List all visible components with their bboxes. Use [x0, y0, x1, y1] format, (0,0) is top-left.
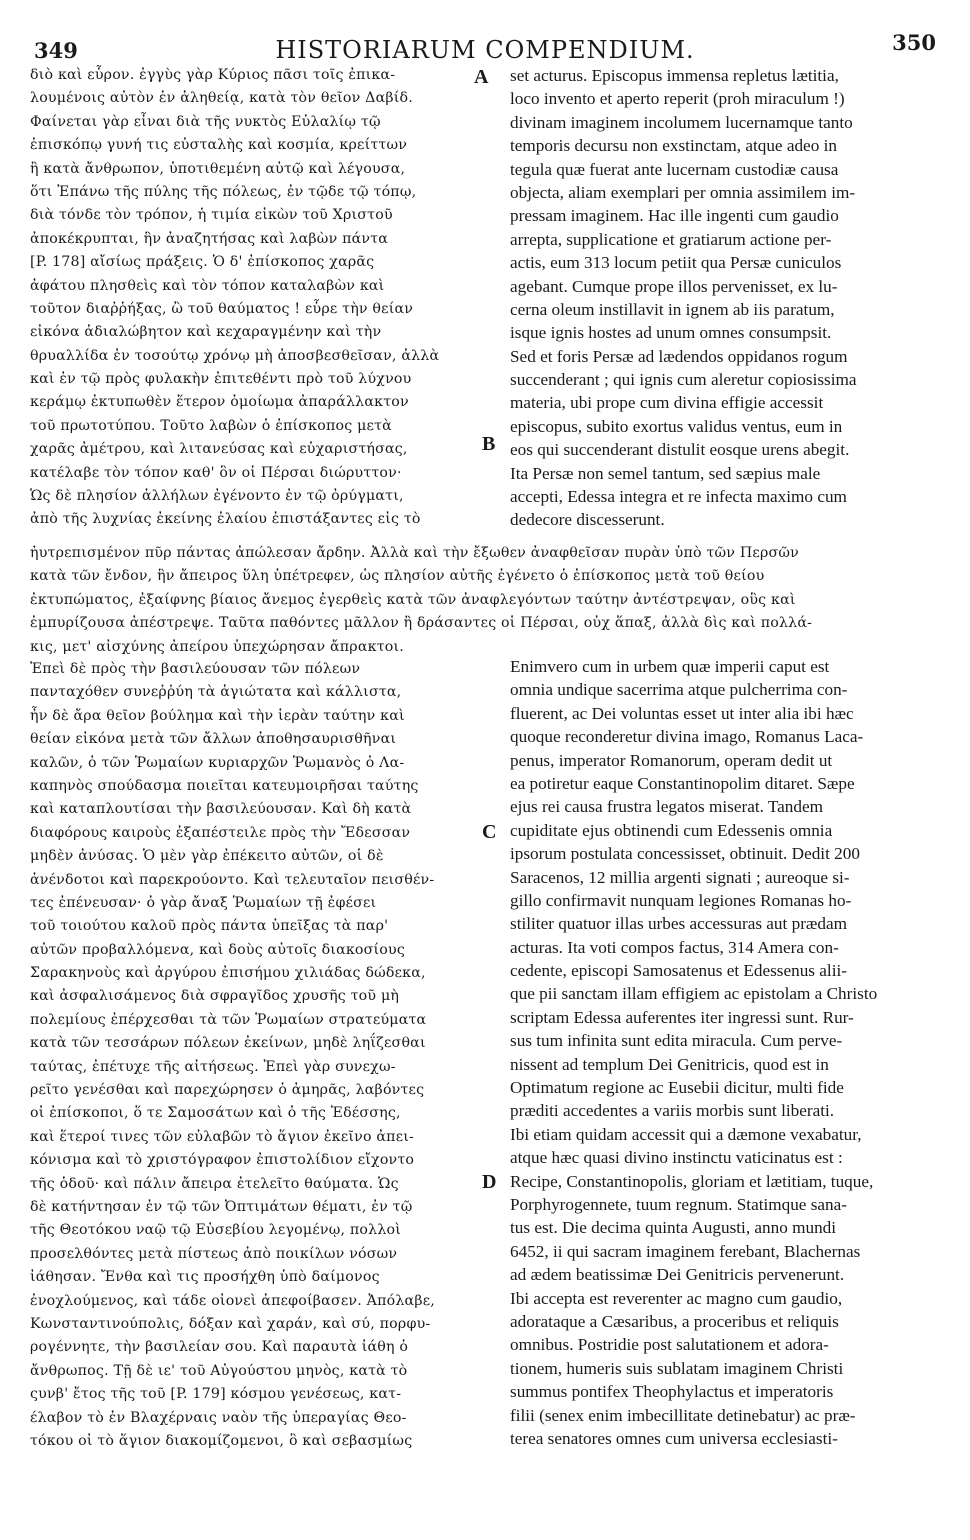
text-line: τῆς Θεοτόκου ναῷ τῷ Εὐσεβίου λεγομένῳ, πολλοὶ — [30, 1222, 402, 1239]
text-line: Ibi accepta est reverenter ac magno cum gaudio, — [510, 1288, 843, 1308]
text-line: ἐκτυπώματος, ἐξαίφνης βίαιος ἄνεμος ἐγερθεὶς κατὰ τῶν ἀναφλεγόντων ταύτην ἀντέστρεψαν, οὓς καὶ — [30, 591, 796, 608]
text-line: οἱ ἐπίσκοποι, ὅ τε Σαμοσάτων καὶ ὁ τῆς Ἐδέσσης, — [30, 1105, 401, 1122]
text-line: loco invento et aperto reperit (proh miraculum !) — [510, 89, 845, 109]
section-marker-c: C — [482, 821, 497, 843]
text-line: καὶ ἀσφαλισάμενος διὰ σφραγῖδος χρυσῆς τοῦ μὴ — [30, 988, 400, 1005]
text-line: ἀνένδοτοι καὶ παρεκρούοντο. Καὶ τελευταῖον πεισθέν- — [30, 871, 435, 888]
text-line: πανταχόθεν συνεῤῥύη τὰ ἁγιώτατα καὶ κάλλιστα, — [30, 684, 402, 701]
text-line: Ἐπεὶ δὲ πρὸς τὴν βασιλεύουσαν τῶν πόλεων — [30, 661, 361, 677]
text-line: tionem, humeris suis sublatam imaginem Christi — [510, 1358, 844, 1378]
text-line: κις, μετ' αἰσχύνης ἀπείρου ὑπεχώρησαν ἄπρακτοι. — [30, 638, 404, 655]
text-line: ἀπὸ τῆς λυχνίας ἐκείνης ἐλαίου ἐπιστάξαντες εἰς τὸ — [30, 511, 421, 528]
text-line: agebant. Cumque prope illos pervenisset, ex lu- — [510, 276, 838, 296]
text-line: eos qui succenderant distulit eosque urens abegit. — [510, 440, 850, 460]
text-line: ipsorum postulata concessisset, obtinuit. Dedit 200 — [510, 844, 860, 864]
text-line: stiliter quatuor illas urbes accessuras aut prædam — [510, 914, 847, 934]
text-line: ἀφάτου πλησθεὶς καὶ τὸν τόπον καταλαβὼν καὶ — [30, 277, 385, 294]
text-line: μηδὲν ἀνύσας. Ὁ μὲν γὰρ ἐπέκειτο αὐτῶν, οἱ δὲ — [30, 848, 384, 865]
latin-column-bottom — [510, 655, 950, 1450]
text-line: temporis decursu non exstinctam, atque adeo in — [510, 136, 837, 156]
text-line: præditi accedentes a variis morbis sunt liberati. — [510, 1101, 835, 1121]
text-line: καὶ ἕτεροί τινες τῶν εὐλαβῶν τὸ ἅγιον ἐκεῖνο ἀπει- — [30, 1128, 415, 1145]
text-line: Porphyrogennete, tuum regnum. Statimque sana- — [510, 1194, 847, 1214]
section-marker-d: D — [482, 1171, 497, 1193]
text-line: θείαν εἰκόνα μετὰ τῶν ἄλλων ἀποθησαυρισθῆναι — [30, 731, 397, 748]
text-line: nissent ad templum Dei Genitricis, quod est in — [510, 1054, 829, 1074]
text-line: materia, ubi prope cum divina effigie accessit — [510, 393, 824, 413]
text-line: ad ædem beatissimæ Dei Genitricis pervenerunt. — [510, 1265, 845, 1285]
text-line: ea potiretur eaque Constantinopolim ditaret. Sæpe — [510, 773, 855, 793]
text-line: τόκου οἱ τὸ ἅγιον διακομίζομενοι, ὃ καὶ σεβασμίως — [30, 1432, 413, 1449]
text-line: ἠυτρεπισμένον πῦρ πάντας ἀπώλεσαν ἄρδην. Ἀλλὰ καὶ τὴν ἔξωθεν ἀναφθεῖσαν πυρὰν ὑπὸ τῶν Περσῶν — [30, 545, 799, 561]
text-line: Ὡς δὲ πλησίον ἀλλήλων ἐγένοντο ἐν τῷ ὀρύγματι, — [30, 488, 404, 505]
text-line: ταύτας, ἐπέτυχε τῆς αἰτήσεως. Ἐπεὶ γὰρ συνεχω- — [30, 1058, 396, 1075]
text-line: succenderant ; qui ignis cum aleretur copiosissima — [510, 370, 857, 390]
text-line: διὸ καὶ εὗρον. ἐγγὺς γὰρ Κύριος πᾶσι τοῖς ἐπικα- — [30, 67, 396, 83]
text-line: adorataque a Cæsaribus, a proceribus et reliquis — [510, 1311, 839, 1331]
text-line: [P. 178] αἴσίως πράξεις. Ὁ δ' ἐπίσκοπος χαρᾶς — [30, 254, 375, 271]
text-line: τες ἐπένευσαν· ὁ γὰρ ἄναξ Ῥωμαίων τῇ ἐφέσει — [30, 894, 377, 911]
text-line: διαφόρους καιροὺς ἐξαπέστειλε πρὸς τὴν Ἔδεσσαν — [30, 824, 411, 841]
text-line: isque ignis hostes ad unum omnes consumpsit. — [510, 323, 832, 343]
page-number-right: 350 — [892, 30, 936, 55]
text-line: τοῦ τοιούτου καλοῦ πρὸς πάντα ὑπεῖξας τὰ παρ' — [30, 918, 389, 935]
text-line: κατὰ τῶν τεσσάρων πόλεων ἐκείνων, μηδὲ ληΐζεσθαι — [30, 1035, 426, 1052]
text-line: ἰάθησαν. Ἔνθα καὶ τις προσήχθη ὑπὸ δαίμονος — [30, 1269, 380, 1286]
text-line: Ibi etiam quidam accessit qui a dæmone vexabatur, — [510, 1124, 862, 1144]
text-line: cupiditate ejus obtinendi cum Edessenis omnia — [510, 820, 833, 840]
text-line: κατέλαβε τὸν τόπον καθ' ὃν οἱ Πέρσαι διώρυττον· — [30, 464, 402, 481]
text-line: ἢ κατὰ ἄνθρωπον, ὑποτιθεμένη αὐτῷ καὶ λέγουσα, — [30, 160, 406, 177]
text-line: cedente, episcopi Samosatenus et Edessenus alii- — [510, 961, 847, 981]
text-line: dedecore discesserunt. — [510, 510, 665, 530]
text-line: τῆς ὁδοῦ· καὶ πάλιν ἄπειρα ἐτελεῖτο θαύματα. Ὡς — [30, 1175, 399, 1192]
text-line: episcopus, subito exortus validus ventus, eum in — [510, 416, 843, 436]
text-line: αὐτῶν προβαλλόμενα, καὶ δοὺς αὐτοῖς διακοσίους — [30, 941, 406, 958]
text-line: sus tum infinita sunt edita miracula. Cum perve- — [510, 1031, 843, 1051]
text-line: Enimvero cum in urbem quæ imperii caput est — [510, 657, 830, 676]
text-line: 6452, ii qui sacram imaginem ferebant, Blachernas — [510, 1241, 861, 1261]
text-line: καλῶν, ὁ τῶν Ῥωμαίων κυριαρχῶν Ῥωμανὸς ὁ Λα- — [30, 754, 405, 771]
text-line: κεράμῳ ἐκτυπωθὲν ἕτερον ὁμοίωμα ἀπαράλλακτον — [30, 394, 409, 411]
text-line: τοῦτον διαῤῥήξας, ὢ τοῦ θαύματος ! εὗρε τὴν θείαν — [30, 300, 414, 317]
text-line: διὰ τόνδε τὸν τρόπον, ἡ τιμία εἰκὼν τοῦ Χριστοῦ — [30, 207, 393, 224]
page-number-left: 349 — [34, 38, 78, 63]
text-line: Recipe, Constantinopolis, gloriam et lætitiam, tuque, — [510, 1171, 874, 1191]
text-line: Κωνσταντινούπολις, δόξαν καὶ χαράν, καὶ σύ, πορφυ- — [30, 1315, 431, 1332]
text-line: κατὰ τῶν ἔνδον, ἣν ἄπειρος ὕλη ὑπέτρεφεν, ὡς πλησίον αὐτῆς ἐγένετο ὁ ἐπίσκοπος μετὰ τοῦ θείου — [30, 568, 765, 585]
latin-column-top — [510, 64, 950, 532]
text-line: filii (senex enim imbecillitate detinebatur) ac præ- — [510, 1405, 856, 1425]
running-title: HISTORIARUM COMPENDIUM. — [275, 36, 695, 64]
text-line: ρεῖτο γενέσθαι καὶ παρεχώρησεν ὁ ἀμηρᾶς, λαβόντες — [30, 1082, 425, 1099]
text-line: ἄνθρωπος. Τῇ δὲ ιε' τοῦ Αὐγούστου μηνὸς, κατὰ τὸ — [30, 1362, 408, 1379]
text-line: ejus rei causa frustra legatos miserat. Tandem — [510, 797, 823, 817]
text-line: Sed et foris Persæ ad lædendos oppidanos rogum — [510, 346, 848, 366]
text-line: omnia undique sacerrima atque pulcherrima con- — [510, 680, 848, 700]
text-line: ὅτι Ἐπάνω τῆς πύλης τῆς πόλεως, ἐν τῷδε τῷ τόπῳ, — [30, 183, 417, 200]
text-line: summus pontifex Theophylactus et imperatoris — [510, 1382, 834, 1402]
section-marker-a: A — [474, 66, 489, 88]
text-line: actis, eum 313 locum petiit qua Persæ cuniculos — [510, 253, 842, 273]
text-line: que pii sanctam illam effigiem ac epistolam a Christo — [510, 984, 878, 1004]
text-line: ἐπισκόπῳ γυνή τις εὐσταλὴς καὶ κοσμία, κρείττων — [30, 137, 408, 154]
text-line: λουμένοις αὐτὸν ἐν ἀληθείᾳ, κατὰ τὸν θεῖον Δαβίδ. — [30, 90, 414, 107]
text-line: Optimatum regione ac Eusebii dicitur, multi fide — [510, 1078, 844, 1098]
text-line: καπηνὸς σπούδασμα ποιεῖται κατευμοιρῆσαι ταύτης — [30, 777, 419, 794]
text-line: pressam imaginem. Hac ille ingenti cum gaudio — [510, 206, 839, 226]
text-line: κόνισμα καὶ τὸ χριστόγραφον ἐπιστολίδιον εἴχοντο — [30, 1152, 415, 1169]
greek-column-top — [30, 64, 500, 532]
section-marker-b: B — [482, 433, 496, 455]
text-line: ἀποκέκρυπται, ἣν ἀναζητήσας καὶ λαβὼν πάντα — [30, 230, 389, 247]
greek-column-bottom — [30, 658, 500, 1453]
text-line: χαρᾶς ἀμέτρου, καὶ λιτανεύσας καὶ εὐχαριστήσας, — [30, 441, 408, 458]
text-line: ἦν δὲ ἄρα θεῖον βούλημα καὶ τὴν ἱερὰν ταύτην καὶ — [30, 707, 405, 724]
text-line: accepti, Edessa integra et re infecta maximo cum — [510, 487, 847, 507]
text-line: tus est. Die decima quinta Augusti, anno mundi — [510, 1218, 837, 1238]
text-line: ἐνοχλούμενος, καὶ τάδε οἱονεὶ ἀπεφοίβασεν. Ἀπόλαβε, — [30, 1292, 435, 1309]
text-line: ρογέννητε, τὴν βασιλείαν σου. Καὶ παραυτὰ ἰάθη ὁ — [30, 1339, 409, 1356]
text-line: Ita Persæ non semel tantum, sed sæpius male — [510, 463, 821, 483]
text-line: penus, imperator Romanorum, operam dedit ut — [510, 750, 833, 770]
text-line: quoque reconderetur divina imago, Romanus Laca- — [510, 727, 864, 747]
greek-full-width-passage — [30, 542, 950, 659]
text-line: Φαίνεται γὰρ εἶναι διὰ τῆς νυκτὸς Εὐλαλίῳ τῷ — [30, 113, 381, 130]
text-line: καὶ ἐν τῷ πρὸς φυλακὴν ἐπιτεθέντι πρὸ τοῦ λύχνου — [30, 371, 412, 388]
text-line: πολεμίους ἐπέρχεσθαι τὰ τῶν Ῥωμαίων στρατεύματα — [30, 1011, 427, 1028]
text-line: terea senatores omnes cum universa ecclesiasti- — [510, 1428, 838, 1448]
text-line: προσελθόντες μετὰ πίστεως ἀπὸ ποικίλων νόσων — [30, 1245, 398, 1262]
text-line: Σαρακηνοὺς καὶ ἀργύρου ἐπισήμου χιλιάδας δώδεκα, — [30, 965, 426, 982]
text-line: δὲ κατήντησαν ἐν τῷ τῶν Ὀπτιμάτων θέματι, ἐν τῷ — [30, 1198, 413, 1215]
text-line: ἐμπυρίζουσα ἀπέστρεψε. Ταῦτα παθόντες μᾶλλον ἢ δράσαντες οἱ Πέρσαι, οὐχ ἅπαξ, ἀλλὰ δὶς καὶ πολλά- — [30, 615, 813, 632]
text-line: tegula quæ fuerat ante lucernam custodiæ causa — [510, 159, 839, 179]
text-line: fluerent, ac Dei voluntas esset ut inter alia ibi hæc — [510, 703, 854, 723]
text-line: καὶ καταπλουτίσαι τὴν βασιλεύουσαν. Καὶ δὴ κατὰ — [30, 801, 412, 818]
text-line: acturas. Ita voti compos factus, 314 Amera con- — [510, 937, 839, 957]
text-line: cerna oleum instillavit in ignem ab iis paratum, — [510, 299, 835, 319]
text-line: divinam imaginem incolumem lucernamque tanto — [510, 112, 853, 132]
text-line: atque hæc quasi divino instinctu vaticinatus est : — [510, 1148, 843, 1168]
text-line: ςυνβ' ἔτος τῆς τοῦ [P. 179] κόσμου γενέσεως, κατ- — [30, 1386, 402, 1403]
text-line: Saracenos, 12 millia argenti signati ; aureoque si- — [510, 867, 850, 887]
text-line: εἰκόνα ἀδιαλώβητον καὶ κεχαραγμένην καὶ τὴν — [30, 324, 382, 341]
text-line: set acturus. Episcopus immensa repletus lætitia, — [510, 66, 839, 85]
text-line: objecta, aliam exemplari per omnia assimilem im- — [510, 182, 856, 202]
text-line: omnibus. Postridie post salutationem et adora- — [510, 1335, 829, 1355]
running-header — [30, 30, 940, 64]
text-line: arrepta, supplicatione et gratiarum actione per- — [510, 229, 832, 249]
text-line: scriptam Edessa auferentes iter ingressi sunt. Rur- — [510, 1007, 854, 1027]
text-line: gillo confirmavit nunquam legiones Romanas ho- — [510, 890, 852, 910]
text-line: θρυαλλίδα ἐν τοσούτῳ χρόνῳ μὴ ἀποσβεσθεῖσαν, ἀλλὰ — [30, 347, 440, 364]
text-line: έλαβον τὸ ἐν Βλαχέρναις ναὸν τῆς ὑπεραγίας Θεο- — [30, 1409, 407, 1426]
text-line: τοῦ πρωτοτύπου. Τοῦτο λαβὼν ὁ ἐπίσκοπος μετὰ — [30, 417, 392, 434]
